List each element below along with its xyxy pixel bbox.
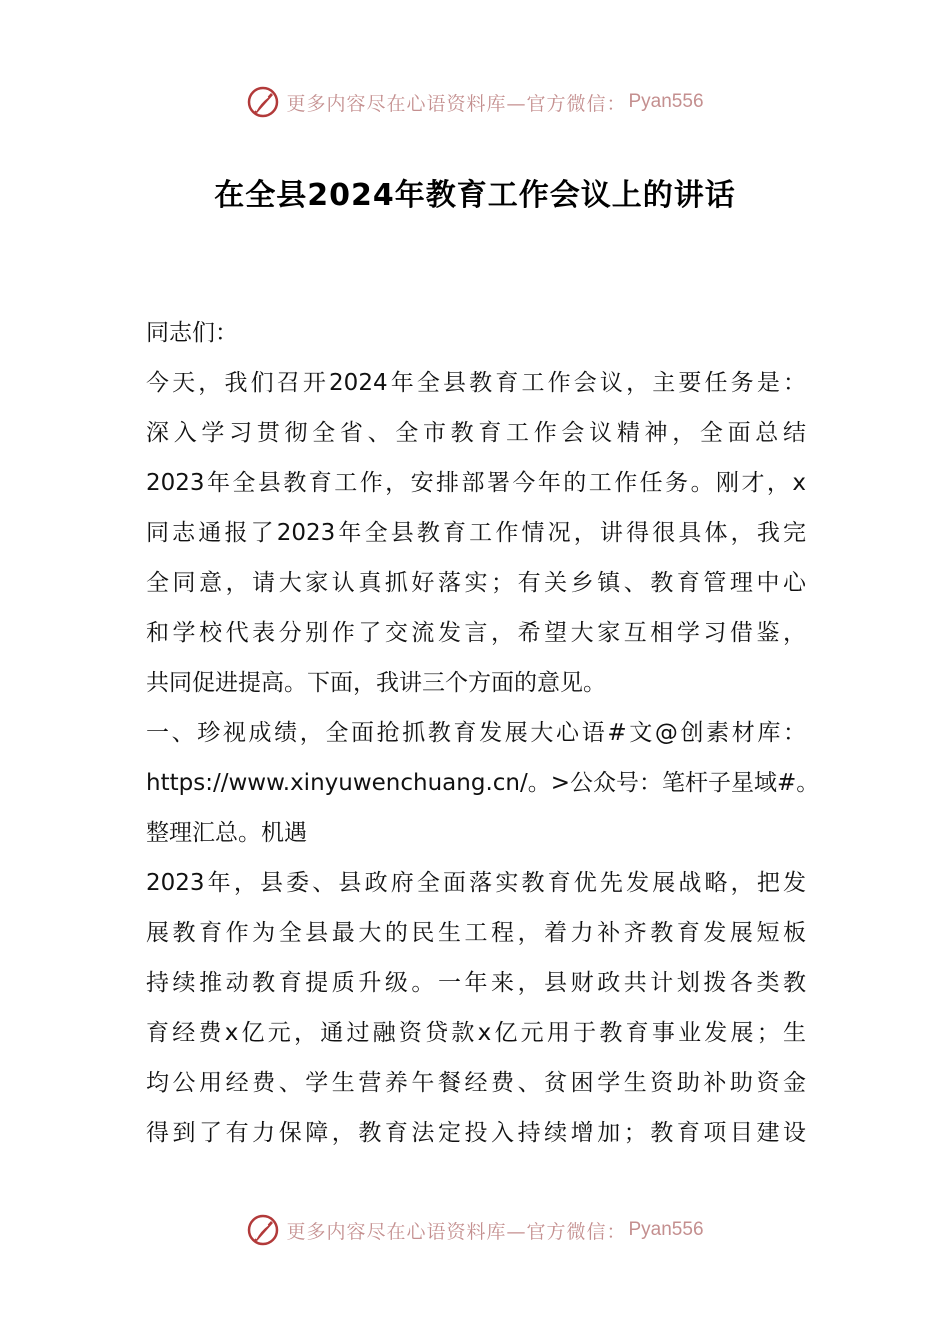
watermark-text: 更多内容尽在心语资料库—官方微信：: [286, 1220, 627, 1243]
body-line: 全同意，请大家认真抓好落实；有关乡镇、教育管理中心: [146, 570, 806, 596]
watermark-header: [0, 82, 950, 122]
quill-logo-icon: [246, 85, 280, 119]
body-line: 展教育作为全县最大的民生工程，着力补齐教育发展短板: [146, 920, 806, 946]
body-line: 2023年全县教育工作，安排部署今年的工作任务。刚才，x: [146, 470, 806, 496]
body-line: 整理汇总。机遇: [146, 820, 307, 846]
body-line: 深入学习贯彻全省、全市教育工作会议精神，全面总结: [146, 420, 806, 446]
watermark-text: 更多内容尽在心语资料库—官方微信：: [286, 92, 627, 115]
body-line: 2023年，县委、县政府全面落实教育优先发展战略，把发: [146, 870, 806, 896]
body-line: 同志通报了2023年全县教育工作情况，讲得很具体，我完: [146, 520, 806, 546]
watermark-wechat-id: Pyan556: [628, 91, 704, 112]
watermark-footer: [0, 1210, 950, 1250]
document-title: 在全县2024年教育工作会议上的讲话: [214, 178, 736, 213]
watermark-wechat-id: Pyan556: [628, 1219, 704, 1240]
body-line: 一、珍视成绩，全面抢抓教育发展大心语#文@创素材库：: [146, 720, 806, 746]
body-line: 得到了有力保障，教育法定投入持续增加；教育项目建设: [146, 1120, 806, 1146]
body-line: 共同促进提高。下面，我讲三个方面的意见。: [146, 670, 606, 696]
document-body: [146, 308, 820, 1158]
body-line: 持续推动教育提质升级。一年来，县财政共计划拨各类教: [146, 970, 806, 996]
body-line: 均公用经费、学生营养午餐经费、贫困学生资助补助资金: [146, 1070, 806, 1096]
body-line: 今天，我们召开2024年全县教育工作会议，主要任务是：: [146, 370, 806, 396]
body-line: https://www.xinyuwenchuang.cn/。>公众号：笔杆子星域#。: [146, 770, 820, 796]
quill-logo-icon: [246, 1213, 280, 1247]
body-line: 和学校代表分别作了交流发言，希望大家互相学习借鉴，: [146, 620, 806, 646]
body-line: 育经费x亿元，通过融资贷款x亿元用于教育事业发展；生: [146, 1020, 806, 1046]
body-line: 同志们：: [146, 320, 238, 346]
